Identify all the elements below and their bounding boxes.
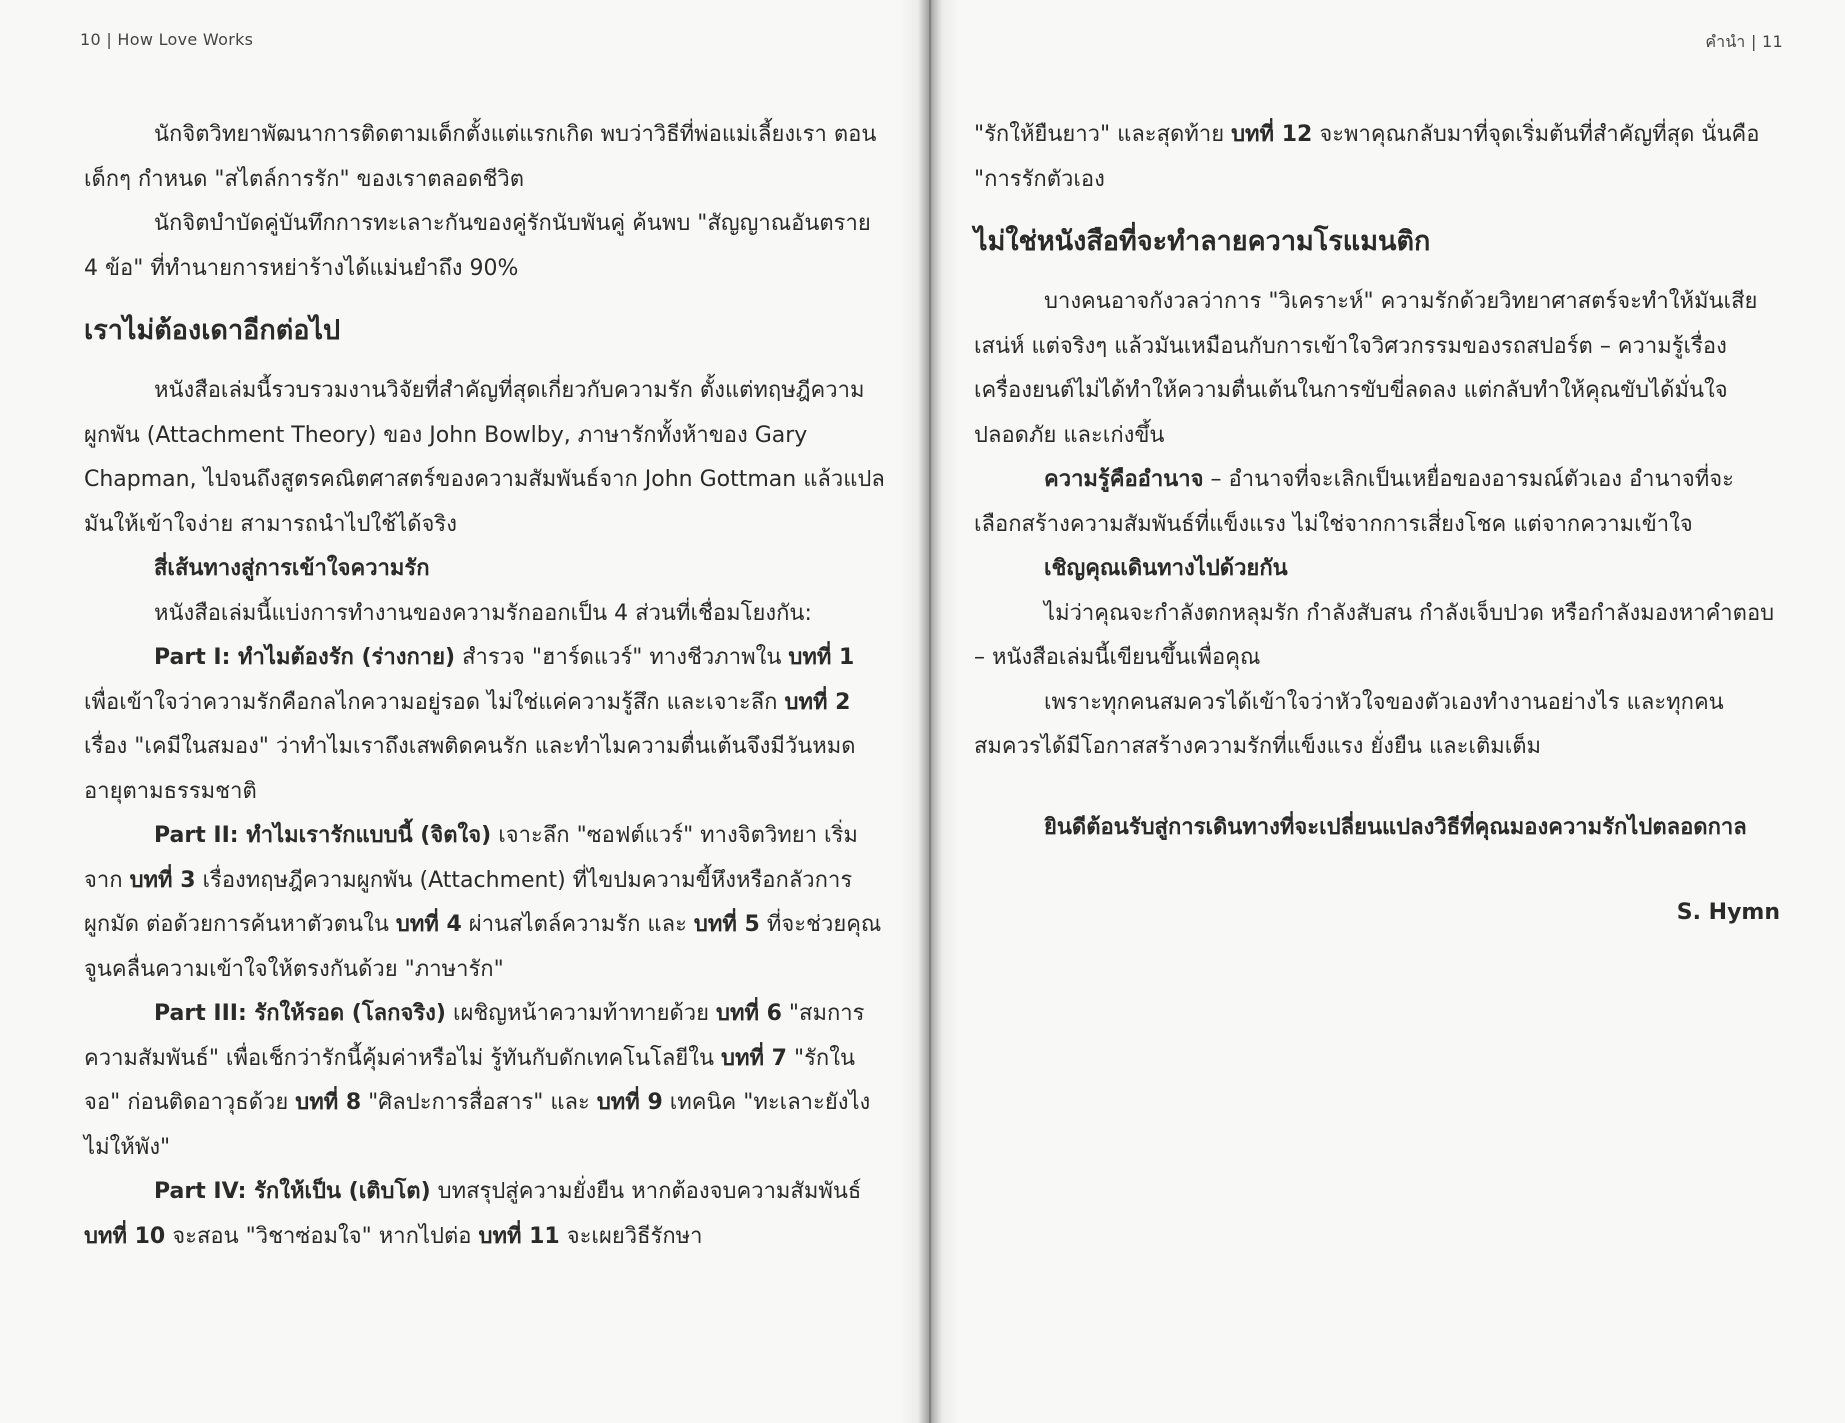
paragraph bbox=[974, 458, 1780, 547]
chapter-ref: บทที่ 5 bbox=[693, 912, 760, 937]
part-2-paragraph bbox=[84, 814, 890, 992]
part-3-paragraph bbox=[84, 992, 890, 1170]
chapter-ref: บทที่ 7 bbox=[721, 1045, 787, 1071]
text-run: เรื่อง "เคมีในสมอง" ว่าทำไมเราถึงเสพติดคนรัก และทำไมความตื่นเต้นจึงมีวันหมดอายุตามธรรมชาติ bbox=[84, 734, 856, 804]
chapter-ref: บทที่ 9 bbox=[596, 1090, 663, 1115]
section-heading: เราไม่ต้องเดาอีกต่อไป bbox=[84, 315, 341, 346]
right-page bbox=[928, 0, 1845, 1423]
chapter-ref: บทที่ 12 bbox=[1231, 122, 1313, 147]
bold-lead: ความรู้คืออำนาจ bbox=[1044, 467, 1204, 492]
right-page-body bbox=[974, 113, 1780, 925]
chapter-ref: บทที่ 3 bbox=[129, 867, 196, 893]
continued-paragraph bbox=[974, 113, 1780, 202]
paragraph: บางคนอาจกังวลว่าการ "วิเคราะห์" ความรักด้วยวิทยาศาสตร์จะทำให้มันเสียเสน่ห์ แต่จริงๆ แล้วมันเหมือนกับการเข้าใจวิศวกรรมของรถสปอร์ต – ความรู้เรื่องเครื่องยนต์ไม่ได้ทำให้ความตื่นเต้นในการขับขี่ลดลง แต่กลับทำให้คุณขับได้มั่นใจ ปลอดภัย และเก่งขึ้น bbox=[974, 289, 1758, 448]
paragraph: ไม่ว่าคุณจะกำลังตกหลุมรัก กำลังสับสน กำลังเจ็บปวด หรือกำลังมองหาคำตอบ – หนังสือเล่มนี้เขียนขึ้นเพื่อคุณ bbox=[974, 600, 1775, 670]
running-head-right: คำนำ | 11 bbox=[1705, 32, 1783, 51]
chapter-ref: บทที่ 1 bbox=[788, 645, 855, 670]
text-run: สำรวจ "ฮาร์ดแวร์" ทางชีวภาพใน bbox=[455, 645, 789, 670]
spacer bbox=[974, 770, 1780, 806]
text-run: เผชิญหน้าความท้าทายด้วย bbox=[445, 1001, 716, 1026]
part-2-label: Part II: ทำไมเรารักแบบนี้ (จิตใจ) bbox=[154, 823, 492, 848]
sub-heading: เชิญคุณเดินทางไปด้วยกัน bbox=[1044, 556, 1288, 581]
text-run: "ศิลปะการสื่อสาร" และ bbox=[361, 1090, 597, 1115]
chapter-ref: บทที่ 6 bbox=[715, 1001, 782, 1026]
paragraph: นักจิตบำบัดคู่บันทึกการทะเลาะกันของคู่รักนับพันคู่ ค้นพบ "สัญญาณอันตราย 4 ข้อ" ที่ทำนายการหย่าร้างได้แม่นยำถึง 90% bbox=[84, 211, 871, 281]
paragraph: หนังสือเล่มนี้รวบรวมงานวิจัยที่สำคัญที่สุดเกี่ยวกับความรัก ตั้งแต่ทฤษฎีความผูกพัน (Attachment Theory) ของ John Bowlby, ภาษารักทั้งห้าของ Gary Chapman, ไปจนถึงสูตรคณิตศาสตร์ของความสัมพันธ์จาก John Gottman แล้วแปลมันให้เข้าใจง่าย สามารถนำไปใช้ได้จริง bbox=[84, 378, 885, 537]
text-run: "สมการความสัมพันธ์" เพื่อเช็กว่ารักนี้คุ้มค่าหรือไม่ รู้ทันกับดักเทคโนโลยีใน bbox=[84, 1001, 865, 1071]
text-run: – อำนาจที่จะเลิกเป็นเหยื่อของอารมณ์ตัวเอง อำนาจที่จะเลือกสร้างความสัมพันธ์ที่แข็งแรง ไม่ใช่จากการเสี่ยงโชค แต่จากความเข้าใจ bbox=[974, 467, 1735, 537]
author-signature: S. Hymn bbox=[1676, 900, 1780, 925]
part-4-paragraph bbox=[84, 1170, 890, 1259]
part-4-label: Part IV: รักให้เป็น (เติบโต) bbox=[154, 1179, 431, 1204]
left-page-body bbox=[84, 113, 890, 1259]
text-run: จะพาคุณกลับมาที่จุดเริ่มต้นที่สำคัญที่สุด นั่นคือ "การรักตัวเอง bbox=[974, 122, 1760, 192]
chapter-ref: บทที่ 10 bbox=[84, 1223, 166, 1249]
chapter-ref: บทที่ 11 bbox=[478, 1223, 560, 1249]
text-run: "รักในจอ" ก่อนติดอาวุธด้วย bbox=[84, 1045, 855, 1115]
paragraph: นักจิตวิทยาพัฒนาการติดตามเด็กตั้งแต่แรกเกิด พบว่าวิธีที่พ่อแม่เลี้ยงเรา ตอนเด็กๆ กำหนด "สไตล์การรัก" ของเราตลอดชีวิต bbox=[84, 122, 877, 192]
text-run: เรื่องทฤษฎีความผูกพัน (Attachment) ที่ไขปมความขี้หึงหรือกลัวการผูกมัด ต่อด้วยการค้นหาตัวตนใน bbox=[84, 867, 853, 937]
paragraph: เพราะทุกคนสมควรได้เข้าใจว่าหัวใจของตัวเองทำงานอย่างไร และทุกคนสมควรได้มีโอกาสสร้างความรักที่แข็งแรง ยั่งยืน และเติมเต็ม bbox=[974, 689, 1724, 759]
paragraph: หนังสือเล่มนี้แบ่งการทำงานของความรักออกเป็น 4 ส่วนที่เชื่อมโยงกัน: bbox=[154, 600, 812, 626]
text-run: เทคนิค "ทะเลาะยังไงไม่ให้พัง" bbox=[84, 1090, 871, 1160]
part-1-paragraph bbox=[84, 636, 890, 814]
part-3-label: Part III: รักให้รอด (โลกจริง) bbox=[154, 1001, 446, 1026]
part-1-label: Part I: ทำไมต้องรัก (ร่างกาย) bbox=[154, 645, 456, 670]
sub-heading: สี่เส้นทางสู่การเข้าใจความรัก bbox=[154, 556, 430, 581]
section-heading: ไม่ใช่หนังสือที่จะทำลายความโรแมนติก bbox=[974, 226, 1431, 257]
text-run: จะสอน "วิชาซ่อมใจ" หากไปต่อ bbox=[165, 1223, 479, 1249]
text-run: "รักให้ยืนยาว" และสุดท้าย bbox=[974, 122, 1232, 147]
text-run: เพื่อเข้าใจว่าความรักคือกลไกความอยู่รอด ไม่ใช่แค่ความรู้สึก และเจาะลึก bbox=[84, 689, 785, 715]
chapter-ref: บทที่ 8 bbox=[295, 1090, 362, 1115]
text-run: บทสรุปสู่ความยั่งยืน หากต้องจบความสัมพันธ์ bbox=[430, 1179, 862, 1204]
text-run: ที่จะช่วยคุณจูนคลื่นความเข้าใจให้ตรงกันด้วย "ภาษารัก" bbox=[84, 912, 882, 982]
text-run: จะเผยวิธีรักษา bbox=[559, 1223, 703, 1249]
chapter-ref: บทที่ 2 bbox=[784, 689, 851, 715]
text-run: เจาะลึก "ซอฟต์แวร์" ทางจิตวิทยา เริ่มจาก bbox=[84, 823, 858, 893]
running-head-left: 10 | How Love Works bbox=[80, 30, 254, 49]
chapter-ref: บทที่ 4 bbox=[395, 912, 462, 937]
text-run: ผ่านสไตล์ความรัก และ bbox=[461, 912, 694, 937]
closing-statement: ยินดีต้อนรับสู่การเดินทางที่จะเปลี่ยนแปลงวิธีที่คุณมองความรักไปตลอดกาล bbox=[1044, 814, 1747, 840]
